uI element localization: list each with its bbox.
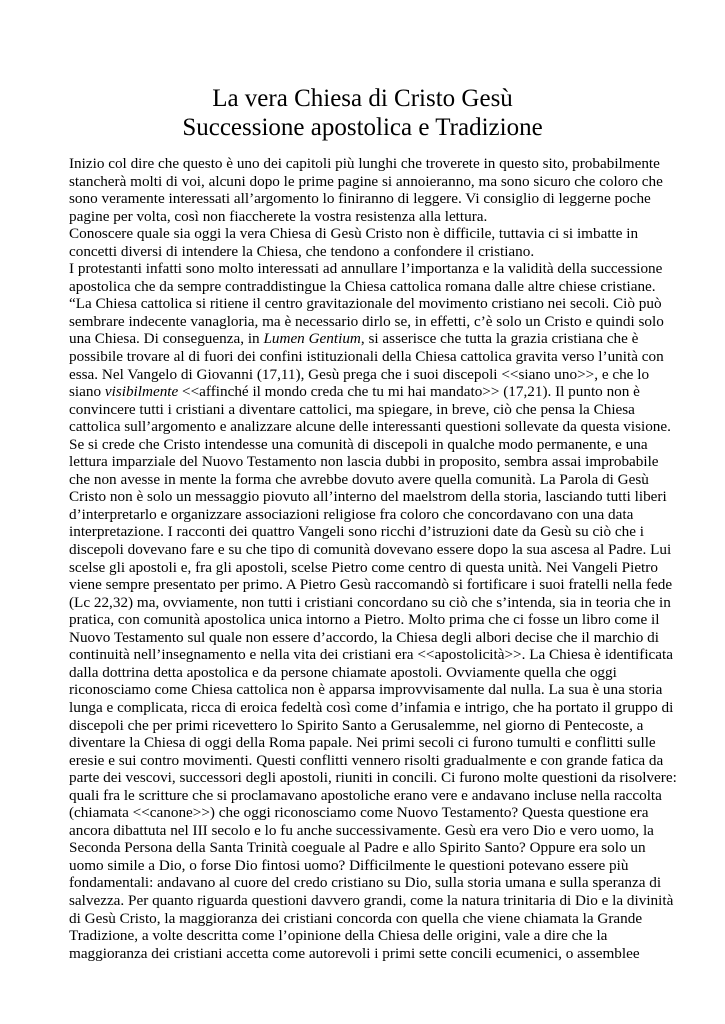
text-line: [69, 664, 669, 682]
text-segment: (Lc 22,32) ma, ovviamente, non tutti i cristiani concordano su ciò che s’intenda, sia in teoria che in: [69, 593, 671, 611]
text-line: [69, 698, 674, 717]
text-line: [69, 260, 669, 278]
text-line: [69, 576, 673, 594]
text-line: [69, 646, 673, 664]
text-line: [69, 681, 669, 699]
text-line: [69, 629, 669, 647]
text-segment: di Gesù Cristo, la maggioranza dei cristiani concorda con quella che viene chiamata la Grande: [69, 909, 643, 927]
text-segment: Se si crede che Cristo intendesse una comunità di discepoli in qualche modo permanente, e una: [69, 435, 648, 453]
body-text: [69, 155, 677, 962]
title-line-2: Successione apostolica e Tradizione: [182, 114, 543, 141]
text-line: [69, 611, 669, 629]
text-segment: Tradizione, a volte descritta come l’opinione della Chiesa delle origini, vale a dire che la: [69, 927, 608, 945]
text-segment: interpretazione. I racconti dei quattro Vangeli sono ricchi d’istruzioni date da Gesù su ciò che i: [69, 523, 644, 541]
text-segment: eresie e sui contro movimenti. Questi conflitti vennero risolti gradualmente e con grande fatica da: [69, 751, 664, 769]
text-segment: d’interpretarlo e organizzare associazioni religiose fra coloro che concordavano con una data: [69, 505, 634, 523]
text-line: [69, 243, 669, 261]
text-segment: parte dei vescovi, successori degli apostoli, riuniti in concili. Ci furono molte questioni da risolvere:: [69, 769, 677, 787]
text-segment: Nuovo Testamento sul quale non essere d’accordo, la Chiesa degli albori decise che il marchio di: [69, 628, 659, 646]
text-segment: “La Chiesa cattolica si ritiene il centro gravitazionale del movimento cristiano nei secoli. Ciò può: [69, 295, 662, 313]
text-line: [69, 804, 669, 822]
text-segment: stancherà molti di voi, alcuni dopo le prime pagine si annoieranno, ma sono sicuro che coloro che: [69, 172, 663, 190]
text-line: [69, 769, 677, 787]
text-line: [69, 541, 672, 559]
text-line: [69, 418, 669, 436]
text-line: [69, 295, 669, 313]
text-line: [69, 401, 669, 419]
text-segment: dalla dottrina detta apostolica e da persone chiamate apostoli. Ovviamente quella che oggi: [69, 663, 617, 681]
text-line: [69, 313, 669, 331]
text-line: [69, 488, 669, 506]
text-segment: , si asserisce che tutta la grazia cristiana che è: [360, 330, 639, 348]
text-line: [69, 436, 669, 454]
text-segment: che non avesse in mente la forma che avrebbe dovuto avere quella comunità. La Parola di Gesù: [69, 470, 649, 488]
text-line: [69, 945, 669, 963]
text-line: [69, 278, 669, 296]
text-segment: ancora dibattuta nel III secolo e lo fu anche successivamente. Gesù era vero Dio e vero uomo, la: [69, 821, 654, 839]
italic-text: visibilmente: [104, 383, 179, 401]
text-line: [69, 910, 669, 928]
text-line: [69, 822, 669, 840]
text-segment: fondamentali: andavano al cuore del credo cristiano su Dio, sulla storia umana e sulla speranza di: [69, 874, 662, 892]
text-line: [69, 190, 669, 208]
text-segment: Seconda Persona della Santa Trinità coeguale al Padre e allo Spirito Santo? Oppure era solo un: [69, 839, 646, 857]
text-segment: <<affinché il mondo creda che tu mi hai mandato>> (17,21). Il punto non è: [178, 383, 640, 401]
text-segment: convincere tutti i cristiani a diventare cattolici, ma spiegare, in breve, ciò che pensa la Chiesa: [69, 400, 635, 418]
text-line: [69, 752, 669, 770]
text-segment: uomo simile a Dio, o forse Dio fintosi uomo? Difficilmente le questioni potevano essere più: [69, 856, 629, 874]
text-segment: viene sempre presentato per primo. A Pietro Gesù raccomandò si fortificare i suoi fratelli nella fede: [69, 576, 673, 594]
text-segment: apostolica che da sempre contraddistingue la Chiesa cattolica romana dalle altre chiese cristiane.: [69, 277, 656, 295]
text-segment: sono veramente interessati all’argomento lo finiranno di leggere. Vi consiglio di leggerne poche: [69, 190, 651, 208]
text-line: [69, 383, 669, 401]
text-line: [69, 471, 669, 489]
text-segment: scelse gli apostoli e, fra gli apostoli, scelse Pietro come centro di questa unità. Nei Vangeli Pietro: [69, 558, 658, 576]
text-segment: Conoscere quale sia oggi la vera Chiesa di Gesù Cristo non è difficile, tuttavia ci si imbatte in: [69, 225, 639, 243]
text-segment: continuità nell’insegnamento e nella vita dei cristiani era <<apostolicità>>. La Chiesa è identificata: [69, 646, 673, 664]
text-line: [69, 559, 669, 577]
text-segment: possibile trovare al di fuori dei confini istituzionali della Chiesa cattolica gravita verso l’unità con: [69, 348, 664, 366]
text-line: [69, 348, 669, 366]
text-segment: lettura imparziale del Nuovo Testamento non lascia dubbi in proposito, sembra assai improbabile: [69, 453, 659, 471]
text-segment: discepoli che per primi ricevettero lo Spirito Santo a Gerusalemme, nel giorno di Pentecoste, a: [69, 716, 644, 734]
title-line-1: La vera Chiesa di Cristo Gesù: [212, 85, 513, 112]
text-line: [69, 891, 674, 910]
text-line: [69, 717, 669, 735]
text-line: [69, 734, 669, 752]
text-line: [69, 330, 669, 348]
text-line: [69, 506, 669, 524]
text-segment: maggioranza dei cristiani accetta come autorevoli i primi sette concili ecumenici, o assemblee: [69, 944, 640, 962]
text-line: [69, 155, 669, 173]
text-segment: essa. Nel Vangelo di Giovanni (17,11), Gesù prega che i suoi discepoli <<siano uno>>, e che lo: [69, 365, 650, 383]
text-segment: I protestanti infatti sono molto interessati ad annullare l’importanza e la validità della successione: [69, 260, 663, 278]
text-line: [69, 839, 669, 857]
text-segment: concetti diversi di intendere la Chiesa, che tendono a confondere il cristiano.: [69, 242, 535, 260]
text-segment: sembrare indecente vanagloria, ma è necessario dirlo se, in effetti, c’è solo un Cristo e quindi solo: [69, 312, 664, 330]
text-segment: riconosciamo come Chiesa cattolica non è apparsa improvvisamente dal nulla. La sua è una storia: [69, 681, 663, 699]
text-segment: Cristo non è solo un messaggio piovuto all’interno del maelstrom della storia, lasciando tutti liberi: [69, 488, 667, 506]
text-line: [69, 857, 669, 875]
text-segment: siano: [69, 383, 105, 401]
text-line: [69, 208, 669, 226]
text-line: [69, 366, 669, 384]
text-segment: discepoli dovevano fare e su che tipo di comunità dovevano essere dopo la sua ascesa al Padre. Lui: [69, 541, 672, 559]
text-segment: lunga e complicata, ricca di eroica fedeltà così come d’infamia e intrigo, che ha portato il gruppo di: [69, 698, 674, 716]
text-line: [69, 927, 669, 945]
text-line: [69, 173, 669, 191]
text-line: [69, 225, 669, 243]
text-segment: Inizio col dire che questo è uno dei capitoli più lunghi che troverete in questo sito, probabilmente: [69, 155, 660, 172]
text-line: [69, 874, 669, 892]
text-segment: salvezza. Per quanto riguarda questioni davvero grandi, come la natura trinitaria di Dio e la divinità: [69, 891, 674, 909]
text-line: [69, 453, 669, 471]
text-segment: (chiamata <<canone>>) che oggi riconosciamo come Nuovo Testamento? Questa questione era: [69, 804, 649, 822]
text-segment: diventare la Chiesa di oggi della Roma papale. Nei primi secoli ci furono tumulti e conflitti sulle: [69, 734, 656, 752]
text-segment: una Chiesa. Di conseguenza, in: [69, 330, 264, 348]
text-segment: cattolica sull’argomento e analizzare alcune delle interessanti questioni sollevate da questa visione.: [69, 418, 671, 436]
text-segment: pratica, con comunità apostolica unica intorno a Pietro. Molto prima che ci fosse un libro come il: [69, 611, 660, 629]
text-segment: quali fra le scritture che si proclamavano apostoliche erano vere e andavano incluse nella raccolta: [69, 786, 662, 804]
text-line: [69, 523, 669, 541]
text-segment: pagine per volta, così non fiaccherete la vostra resistenza alla lettura.: [69, 207, 488, 225]
page-title: [0, 84, 725, 142]
italic-text: Lumen Gentium: [263, 330, 361, 348]
text-line: [69, 594, 669, 612]
text-line: [69, 787, 669, 805]
